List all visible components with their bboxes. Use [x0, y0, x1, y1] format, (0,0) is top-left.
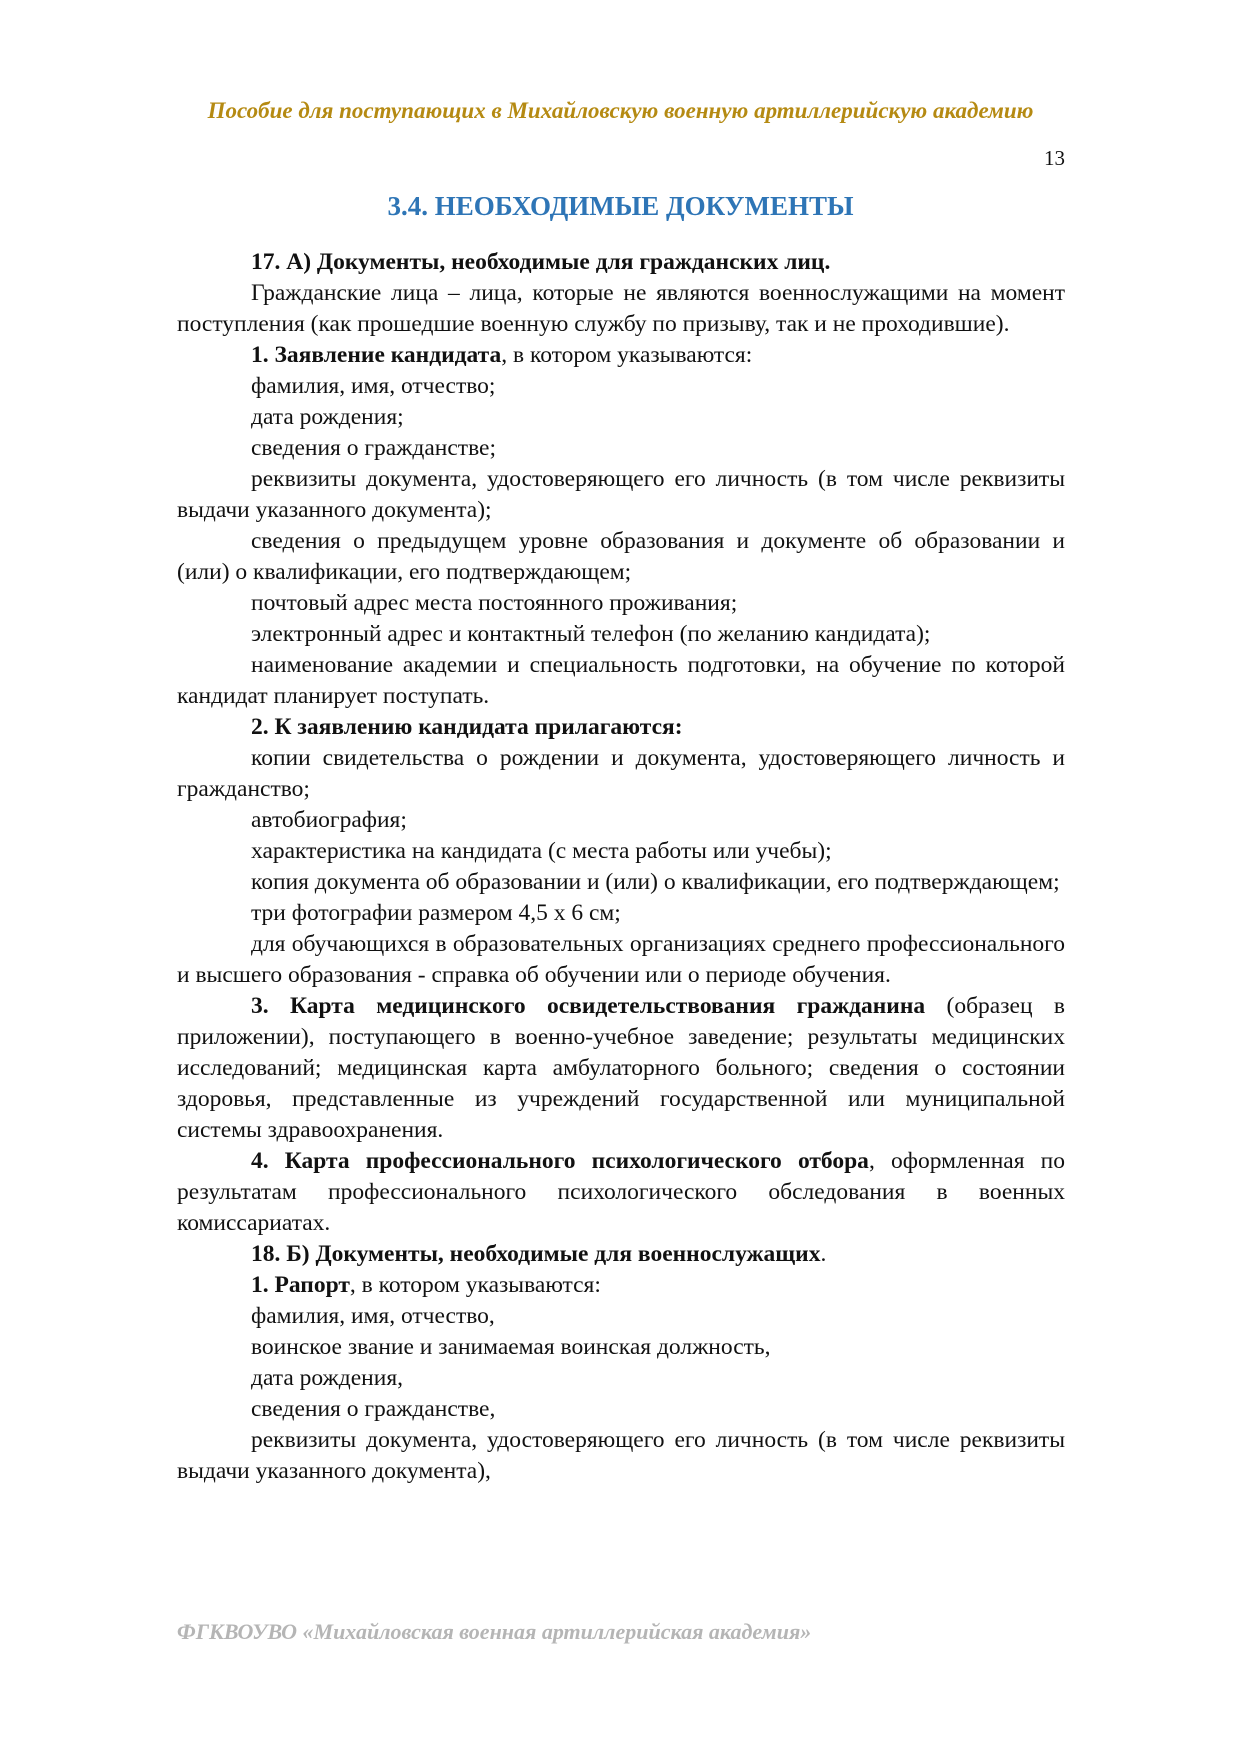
list-item: почтовый адрес места постоянного проживания; — [251, 590, 738, 616]
civil-item2 — [177, 712, 1065, 743]
running-header: Пособие для поступающих в Михайловскую военную артиллерийскую академию — [207, 98, 1034, 123]
civil-item4-rest: , оформленная по результатам профессионального психологического обследования в военных комиссариатах. — [177, 1148, 1065, 1236]
list-item: сведения о предыдущем уровне образования и документе об образовании и (или) о квалификации, его подтверждающем; — [177, 528, 1065, 585]
list-item: воинское звание и занимаемая воинская должность, — [251, 1334, 771, 1360]
list-item: сведения о гражданстве, — [251, 1396, 496, 1422]
list-item: фамилия, имя, отчество, — [251, 1303, 495, 1329]
civil-item2-title: . К заявлению кандидата прилагаются: — [262, 714, 683, 740]
military-item1-title: 1. Рапорт — [251, 1272, 350, 1298]
list-item: копии свидетельства о рождении и документа, удостоверяющего личность и гражданство; — [177, 745, 1065, 802]
civil-item3-title: 3. Карта медицинского освидетельствования гражданина — [251, 993, 926, 1019]
list-item: автобиография; — [251, 807, 407, 833]
section-title: 3.4. НЕОБХОДИМЫЕ ДОКУМЕНТЫ — [387, 191, 854, 221]
list-item: реквизиты документа, удостоверяющего его личность (в том числе реквизиты выдачи указанного документа), — [177, 1427, 1065, 1484]
document-body — [177, 247, 1065, 1487]
civil-item1-title: 1. Заявление кандидата — [251, 342, 502, 368]
civil-item4-title: 4. Карта профессионального психологического отбора — [251, 1148, 869, 1174]
civil-heading: 17. А) Документы, необходимые для гражданских лиц. — [251, 249, 831, 275]
military-item1 — [177, 1270, 1065, 1301]
page-number: 13 — [1044, 146, 1065, 170]
civil-item2-num: 2 — [251, 714, 263, 740]
military-heading-end: . — [820, 1241, 827, 1267]
list-item: реквизиты документа, удостоверяющего его личность (в том числе реквизиты выдачи указанного документа); — [177, 466, 1065, 523]
civil-item1 — [177, 340, 1065, 371]
list-item: характеристика на кандидата (с места работы или учебы); — [251, 838, 832, 864]
military-heading-text: 18. Б) Документы, необходимые для военнослужащих — [251, 1241, 821, 1267]
civil-item3 — [177, 991, 1065, 1146]
military-heading — [177, 1239, 1065, 1270]
list-item: для обучающихся в образовательных организациях среднего профессионального и высшего образования - справка об обучении или о периоде обучения. — [177, 931, 1065, 988]
military-item1-rest: , в котором указываются: — [349, 1272, 601, 1298]
list-item: три фотографии размером 4,5 х 6 см; — [251, 900, 621, 926]
list-item: дата рождения, — [251, 1365, 404, 1391]
footer-text: ФГКВОУВО «Михайловская военная артиллерийская академия» — [177, 1619, 812, 1644]
list-item: дата рождения; — [251, 404, 404, 430]
civil-item3-rest: (образец в приложении), поступающего в военно-учебное заведение; результаты медицинских исследований; медицинская карта амбулаторного больного; сведения о состоянии здоровья, представленные из учреждений государственной или муниципальной системы здравоохранения. — [177, 993, 1065, 1143]
list-item: сведения о гражданстве; — [251, 435, 496, 461]
list-item: копия документа об образовании и (или) о квалификации, его подтверждающем; — [251, 869, 1060, 895]
civil-item1-rest: , в котором указываются: — [501, 342, 753, 368]
civil-item4 — [177, 1146, 1065, 1239]
list-item: фамилия, имя, отчество; — [251, 373, 496, 399]
list-item: наименование академии и специальность подготовки, на обучение по которой кандидат планирует поступать. — [177, 652, 1065, 709]
civil-definition: Гражданские лица – лица, которые не являются военнослужащими на момент поступления (как прошедшие военную службу по призыву, так и не проходившие). — [177, 280, 1065, 337]
list-item: электронный адрес и контактный телефон (по желанию кандидата); — [251, 621, 931, 647]
